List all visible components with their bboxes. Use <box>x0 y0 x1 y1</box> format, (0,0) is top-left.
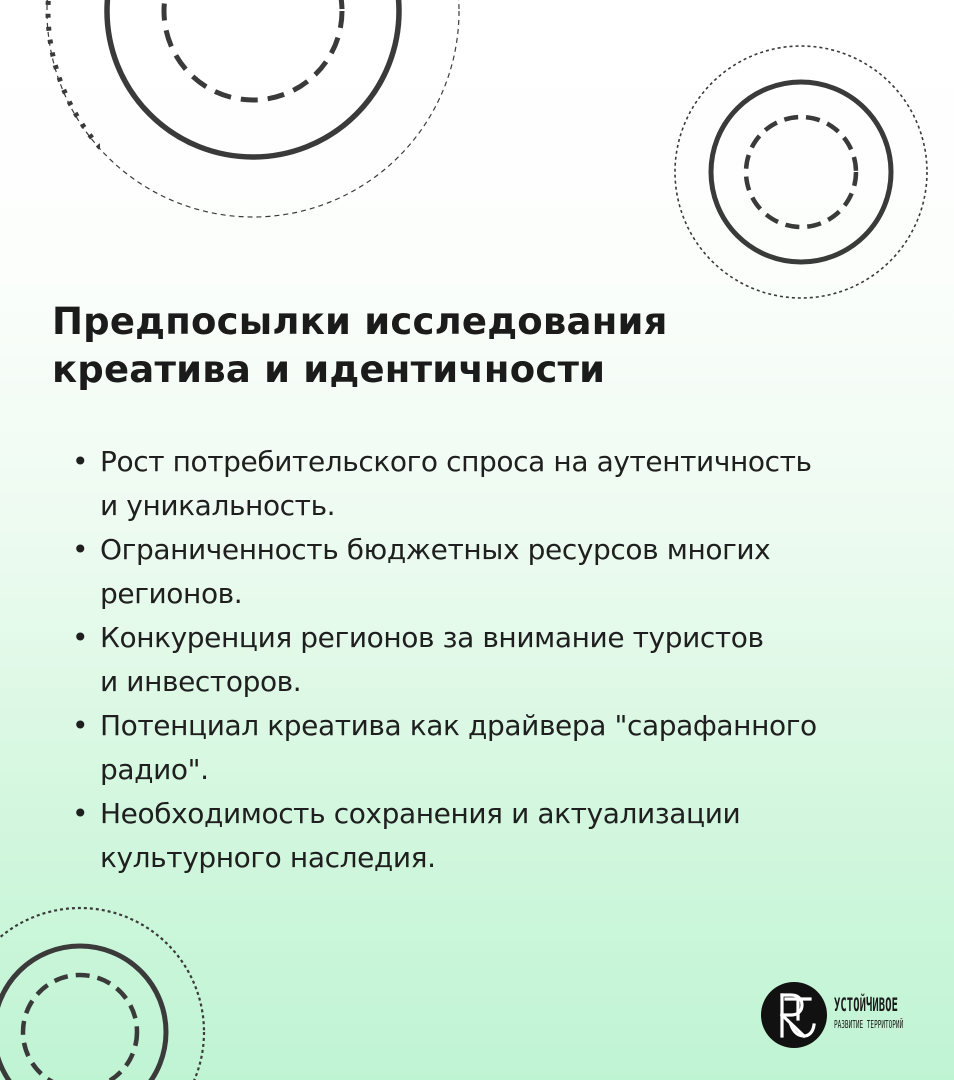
brand-name <box>834 996 954 1030</box>
bullet-dot-icon: • <box>72 533 89 566</box>
top-left-solid-ring <box>107 0 399 157</box>
slide-title-line-2: креатива и идентичности <box>52 348 606 391</box>
bullet-line: регионов. <box>100 577 243 610</box>
bullet-line: и инвесторов. <box>100 665 302 698</box>
bullet-item-1 <box>52 440 912 528</box>
brand-name-bottom: РАЗВИТИЕ ТЕРРИТОРИЙ <box>834 1018 904 1031</box>
bullet-dot-icon: • <box>72 621 89 654</box>
bullet-line: Потенциал креатива как драйвера "сарафанного <box>100 709 817 742</box>
bottom-left-outer-dotted-ring <box>0 908 204 1080</box>
bullet-item-5 <box>52 792 912 880</box>
bullet-item-2 <box>52 528 912 616</box>
slide-title-line-1: Предпосылки исследования <box>52 300 668 343</box>
bullet-list <box>52 440 912 880</box>
bottom-left-solid-ring <box>0 946 166 1080</box>
bullet-line: Ограниченность бюджетных ресурсов многих <box>100 533 771 566</box>
bullet-dot-icon: • <box>72 797 89 830</box>
rt-monogram-icon <box>760 981 828 1049</box>
top-right-solid-ring <box>711 82 891 262</box>
bullet-line: и уникальность. <box>100 489 336 522</box>
bullet-item-3 <box>52 616 912 704</box>
bullet-line: Конкуренция регионов за внимание туристов <box>100 621 764 654</box>
slide-title <box>52 298 912 394</box>
top-right-inner-dashed-ring <box>746 117 856 227</box>
bullet-line: радио". <box>100 753 209 786</box>
bullet-line: Необходимость сохранения и актуализации <box>100 797 741 830</box>
brand-logo <box>760 980 934 1050</box>
bottom-left-inner-dashed-ring <box>23 975 137 1080</box>
bullet-line: Рост потребительского спроса на аутентичность <box>100 445 812 478</box>
slide-content <box>52 298 912 880</box>
bullet-item-4 <box>52 704 912 792</box>
top-left-inner-dashed-ring <box>164 0 342 100</box>
bullet-dot-icon: • <box>72 445 89 478</box>
bullet-line: культурного наследия. <box>100 841 436 874</box>
brand-name-top: УСТОЙЧИВОЕ <box>834 994 899 1016</box>
bullet-dot-icon: • <box>72 709 89 742</box>
